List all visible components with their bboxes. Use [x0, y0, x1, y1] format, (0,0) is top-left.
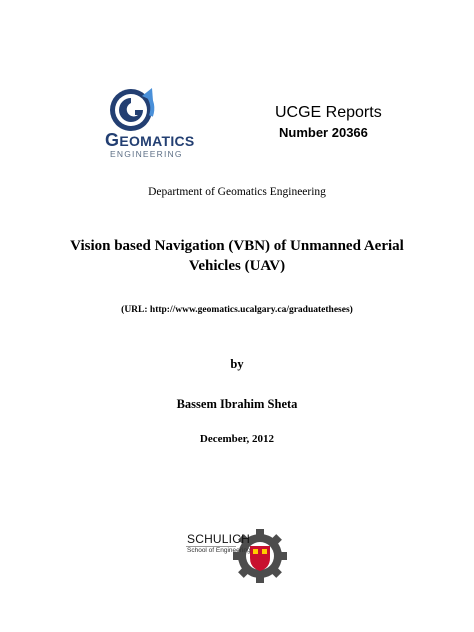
schulich-school: School of Engineering — [187, 547, 251, 554]
report-title-line-2: Vehicles (UAV) — [188, 258, 286, 274]
author-name: Bassem Ibrahim Sheta — [176, 397, 298, 411]
publication-date: December, 2012 — [199, 433, 275, 445]
geomatics-subtitle: ENGINEERING — [110, 149, 183, 159]
geomatics-wordmark-rest: EOMATICS — [119, 133, 195, 149]
schulich-name: SCHULICH — [187, 532, 250, 546]
department: Department of Geomatics Engineering — [148, 186, 326, 198]
by-label: by — [230, 357, 244, 371]
geomatics-wordmark-cap: G — [105, 130, 120, 150]
geomatics-wordmark — [105, 130, 195, 151]
schulich-logo-icon — [184, 520, 288, 590]
report-series: UCGE Reports — [275, 104, 382, 121]
report-number: Number 20366 — [279, 125, 368, 140]
thesis-url: (URL: http://www.geomatics.ucalgary.ca/graduatetheses) — [121, 305, 353, 315]
report-title-line-1: Vision based Navigation (VBN) of Unmanned Aerial — [70, 238, 404, 254]
report-title — [0, 236, 474, 276]
